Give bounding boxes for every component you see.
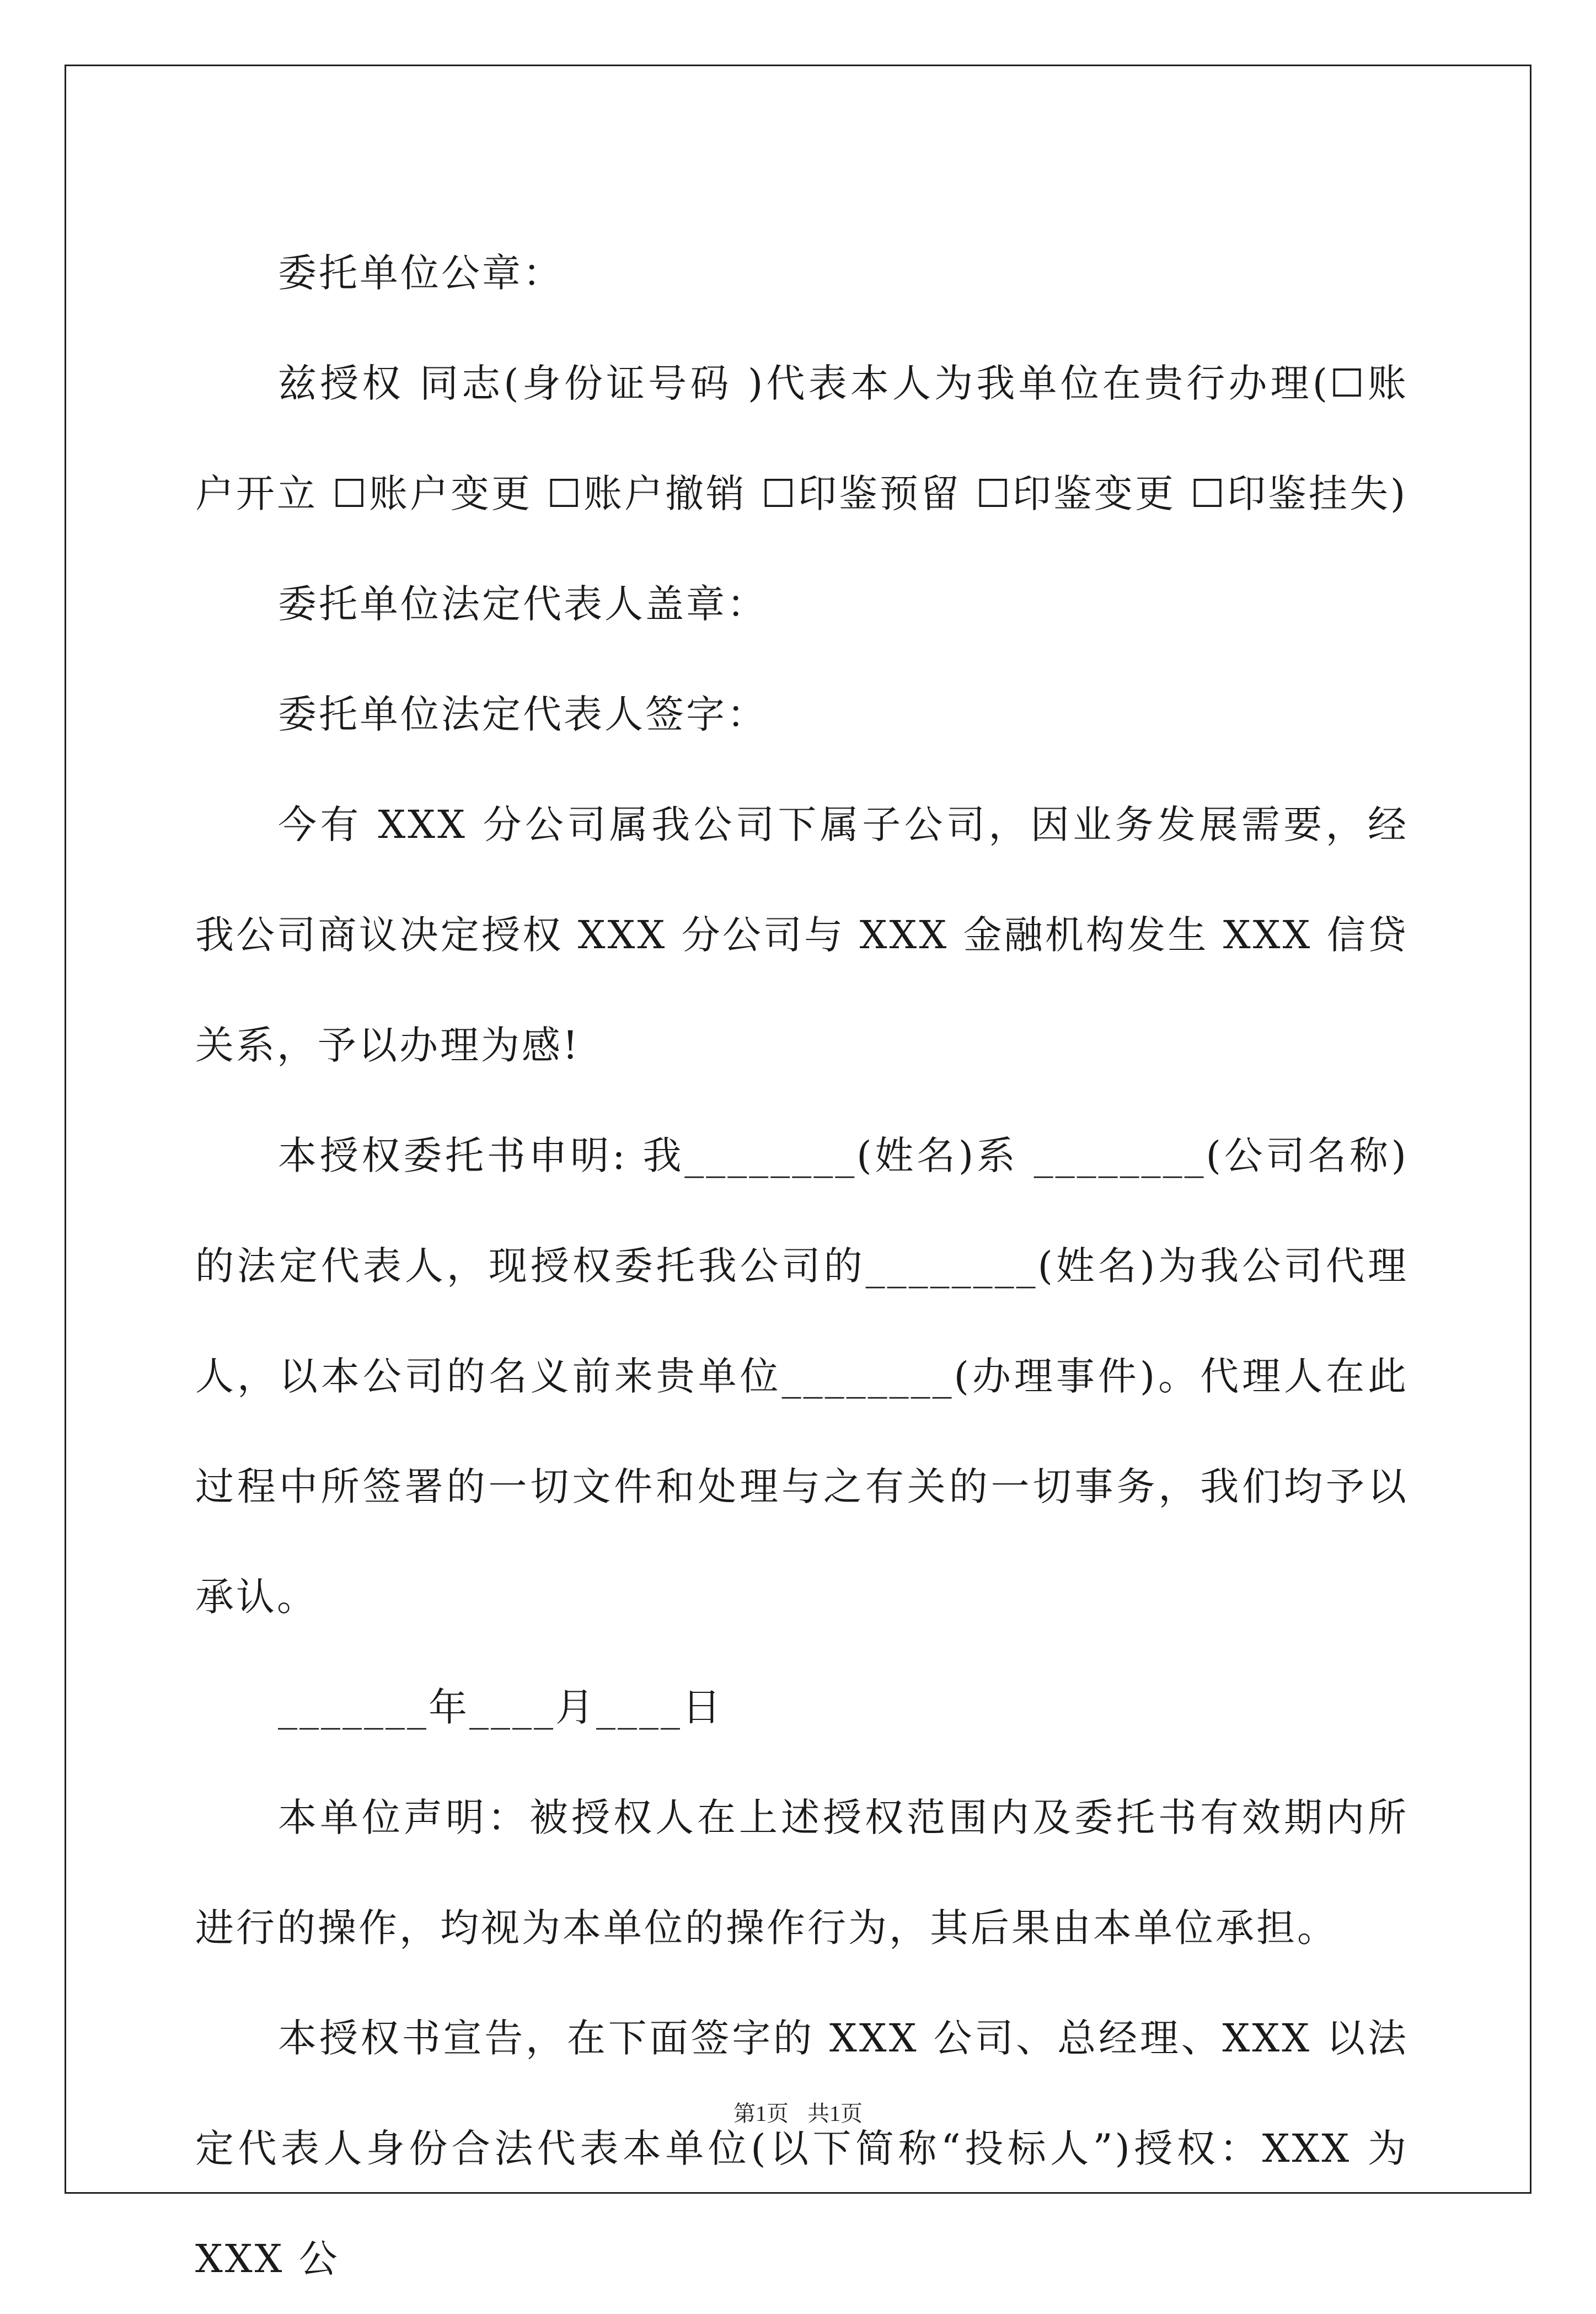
paragraph-authorization-statement: 本授权委托书申明: 我________(姓名)系 ________(公司名称)的法定代表人，现授权委托我公司的________(姓名)为我公司代理人，以本公司的名义前来贵单位________(办理事件)。代理人在此过程中所签署的一切文件和处理与之有关的一切事务，我们均予以承认。 — [195, 1133, 1408, 1620]
paragraph-authorization-items: 兹授权 同志(身份证号码 )代表本人为我单位在贵行办理(☐账户开立 ☐账户变更 ☐账户撤销 ☐印鉴预留 ☐印鉴变更 ☐印鉴挂失) — [195, 361, 1408, 516]
paragraph-company-seal: 委托单位公章： — [278, 250, 564, 296]
paragraph-legal-rep-signature: 委托单位法定代表人签字： — [278, 692, 768, 737]
page-number-current: 第1页 — [733, 2101, 789, 2126]
page-footer — [0, 2096, 1596, 2128]
paragraph-unit-declaration: 本单位声明：被授权人在上述授权范围内及委托书有效期内所进行的操作，均视为本单位的操作行为，其后果由本单位承担。 — [195, 1795, 1408, 1950]
paragraph-authorization-announcement: 本授权书宣告，在下面签字的 XXX 公司、总经理、XXX 以法定代表人身份合法代表本单位(以下简称“投标人”)授权：XXX 为 XXX 公 — [195, 2016, 1408, 2281]
paragraph-subsidiary-credit: 今有 XXX 分公司属我公司下属子公司，因业务发展需要，经我公司商议决定授权 XXX 分公司与 XXX 金融机构发生 XXX 信贷关系，予以办理为感! — [195, 802, 1408, 1068]
paragraph-legal-rep-seal: 委托单位法定代表人盖章： — [278, 581, 768, 627]
document-body — [195, 218, 1408, 2314]
paragraph-date-line: _______年____月____日 — [278, 1685, 723, 1730]
page-number-total: 共1页 — [807, 2101, 863, 2126]
